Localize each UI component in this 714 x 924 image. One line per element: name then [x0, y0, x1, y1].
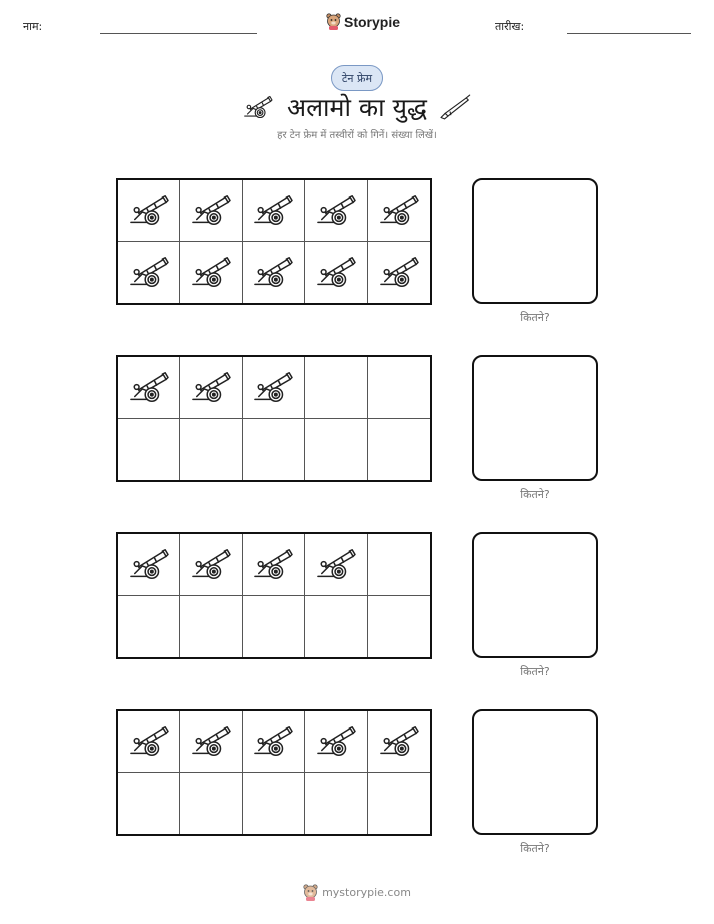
- cannon-icon: [376, 722, 422, 760]
- cannon-icon: [313, 545, 359, 583]
- answer-label-1: कितने?: [520, 311, 550, 324]
- frame-cell: [368, 773, 430, 835]
- cannon-icon: [188, 545, 234, 583]
- frame-cell: [243, 596, 305, 658]
- ten-frame-4: [116, 709, 432, 836]
- answer-label-4: कितने?: [520, 842, 550, 855]
- frame-cell: [305, 596, 367, 658]
- frame-cell: [368, 419, 430, 481]
- frame-cell: [180, 419, 242, 481]
- frame-cell: [118, 596, 180, 658]
- cannon-icon: [376, 253, 422, 291]
- cannon-icon: [126, 191, 172, 229]
- cannon-icon: [250, 191, 296, 229]
- answer-box-3[interactable]: [472, 532, 598, 658]
- footer: [0, 884, 714, 901]
- frame-cell: [118, 534, 180, 596]
- cannon-icon: [250, 722, 296, 760]
- cannon-icon: [188, 368, 234, 406]
- frame-cell: [368, 711, 430, 773]
- cannon-icon: [188, 191, 234, 229]
- frame-cell: [305, 357, 367, 419]
- frame-cell: [368, 242, 430, 304]
- footer-url: mystorypie.com: [322, 886, 411, 899]
- frame-cell: [305, 419, 367, 481]
- ten-frame-2: [116, 355, 432, 482]
- frame-cell: [305, 711, 367, 773]
- frame-cell: [305, 534, 367, 596]
- frame-cell: [180, 242, 242, 304]
- cannon-icon: [250, 368, 296, 406]
- brand-logo: [326, 13, 400, 30]
- frame-cell: [180, 596, 242, 658]
- ten-frame-1: [116, 178, 432, 305]
- frame-cell: [118, 419, 180, 481]
- frame-cell: [243, 711, 305, 773]
- cannon-icon: [376, 191, 422, 229]
- frame-cell: [243, 357, 305, 419]
- frame-cell: [243, 773, 305, 835]
- brand-name: Storypie: [344, 13, 401, 30]
- rifle-icon: [438, 93, 472, 121]
- frame-cell: [180, 180, 242, 242]
- frame-cell: [243, 534, 305, 596]
- answer-box-4[interactable]: [472, 709, 598, 835]
- frame-cell: [305, 773, 367, 835]
- frame-cell: [243, 180, 305, 242]
- frame-cell: [180, 534, 242, 596]
- cannon-icon: [313, 191, 359, 229]
- frame-cell: [368, 180, 430, 242]
- frame-cell: [180, 357, 242, 419]
- answer-box-1[interactable]: [472, 178, 598, 304]
- frame-cell: [368, 357, 430, 419]
- ten-frame-3: [116, 532, 432, 659]
- frame-cell: [118, 242, 180, 304]
- cannon-icon: [250, 253, 296, 291]
- frame-cell: [118, 357, 180, 419]
- frame-cell: [118, 180, 180, 242]
- cannon-icon: [126, 545, 172, 583]
- frame-cell: [118, 773, 180, 835]
- bear-mascot-icon: [326, 13, 341, 30]
- page-title: अलामो का युद्ध: [287, 93, 427, 122]
- cannon-icon: [188, 253, 234, 291]
- cannon-icon: [126, 368, 172, 406]
- answer-label-3: कितने?: [520, 665, 550, 678]
- frame-cell: [305, 242, 367, 304]
- cannon-icon: [313, 722, 359, 760]
- name-label: नाम:: [23, 20, 43, 33]
- frame-cell: [180, 711, 242, 773]
- frame-cell: [118, 711, 180, 773]
- name-line[interactable]: [100, 33, 257, 34]
- cannon-icon: [126, 722, 172, 760]
- frame-cell: [368, 596, 430, 658]
- frame-cell: [243, 419, 305, 481]
- frame-cell: [305, 180, 367, 242]
- cannon-icon: [126, 253, 172, 291]
- badge-ten-frame: टेन फ्रेम: [331, 65, 383, 91]
- cannon-icon: [188, 722, 234, 760]
- frame-cell: [180, 773, 242, 835]
- date-label: तारीख:: [495, 20, 525, 33]
- cannon-icon: [250, 545, 296, 583]
- instructions: हर टेन फ्रेम में तस्वीरों को गिनें। संख्या लिखें।: [277, 130, 437, 141]
- answer-label-2: कितने?: [520, 488, 550, 501]
- bear-mascot-icon: [303, 884, 318, 901]
- date-line[interactable]: [567, 33, 691, 34]
- cannon-icon: [313, 253, 359, 291]
- answer-box-2[interactable]: [472, 355, 598, 481]
- frame-cell: [243, 242, 305, 304]
- frame-cell: [368, 534, 430, 596]
